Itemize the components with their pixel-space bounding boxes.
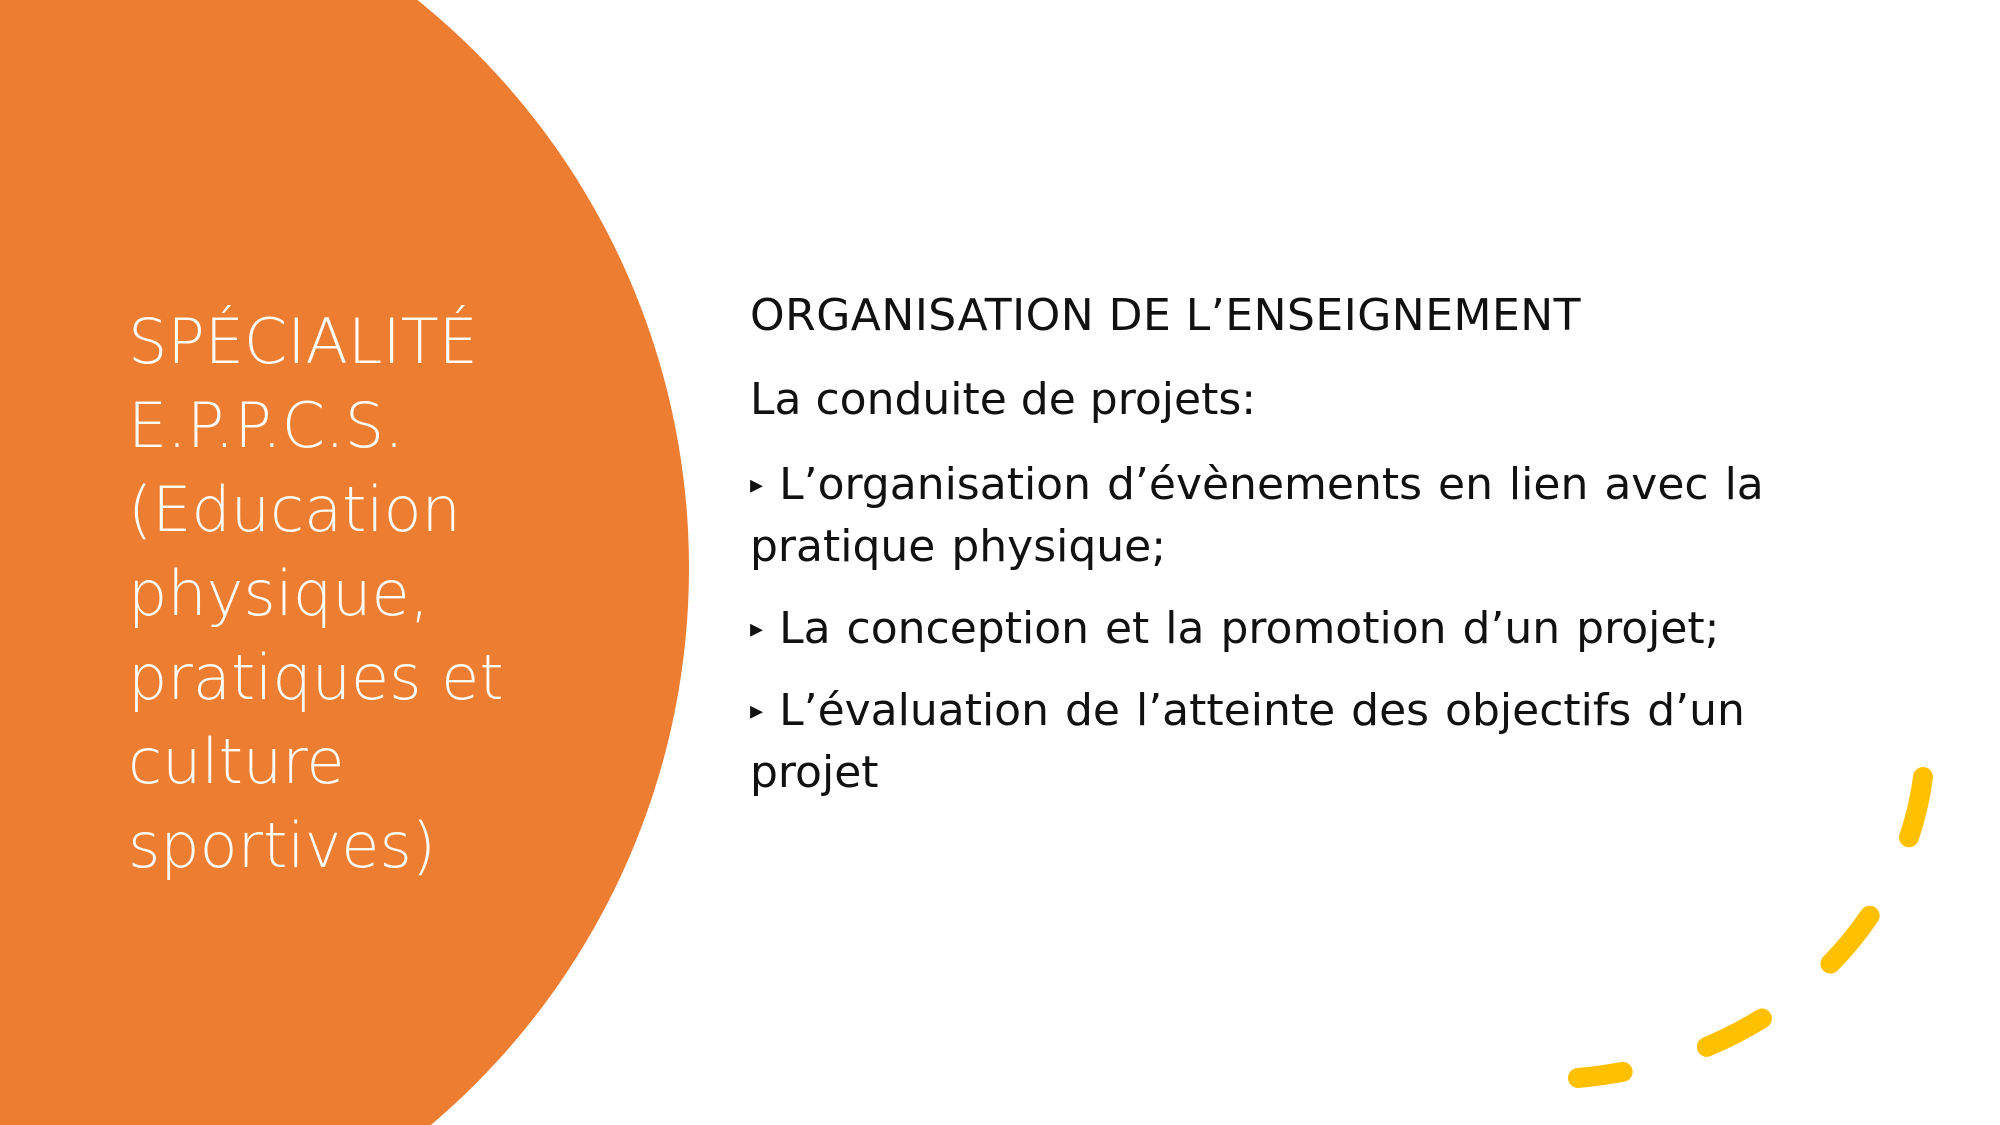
triangle-bullet-icon: ▸ bbox=[750, 614, 764, 644]
bullet-text: L’évaluation de l’atteinte des objectifs d’un projet bbox=[750, 685, 1745, 798]
bullet-text: La conception et la promotion d’un projet; bbox=[779, 603, 1720, 654]
content-area bbox=[750, 286, 1830, 824]
title-line: pratiques et bbox=[128, 641, 504, 714]
slide-title bbox=[128, 300, 548, 888]
triangle-bullet-icon: ▸ bbox=[750, 696, 764, 726]
title-line: sportives) bbox=[128, 809, 436, 882]
section-heading: ORGANISATION DE L’ENSEIGNEMENT bbox=[750, 290, 1582, 341]
bullet-item bbox=[750, 454, 1830, 578]
title-line: culture bbox=[128, 725, 345, 798]
title-line: (Education bbox=[128, 473, 461, 546]
triangle-bullet-icon: ▸ bbox=[750, 470, 764, 500]
bullet-text: L’organisation d’évènements en lien avec la pratique physique; bbox=[750, 459, 1764, 572]
bullet-item bbox=[750, 598, 1830, 660]
title-line: SPÉCIALITÉ bbox=[128, 305, 478, 378]
section-subheading: La conduite de projets: bbox=[750, 374, 1257, 425]
title-line: E.P.P.C.S. bbox=[128, 389, 404, 462]
title-line: physique, bbox=[128, 557, 430, 630]
bullet-item bbox=[750, 680, 1830, 804]
